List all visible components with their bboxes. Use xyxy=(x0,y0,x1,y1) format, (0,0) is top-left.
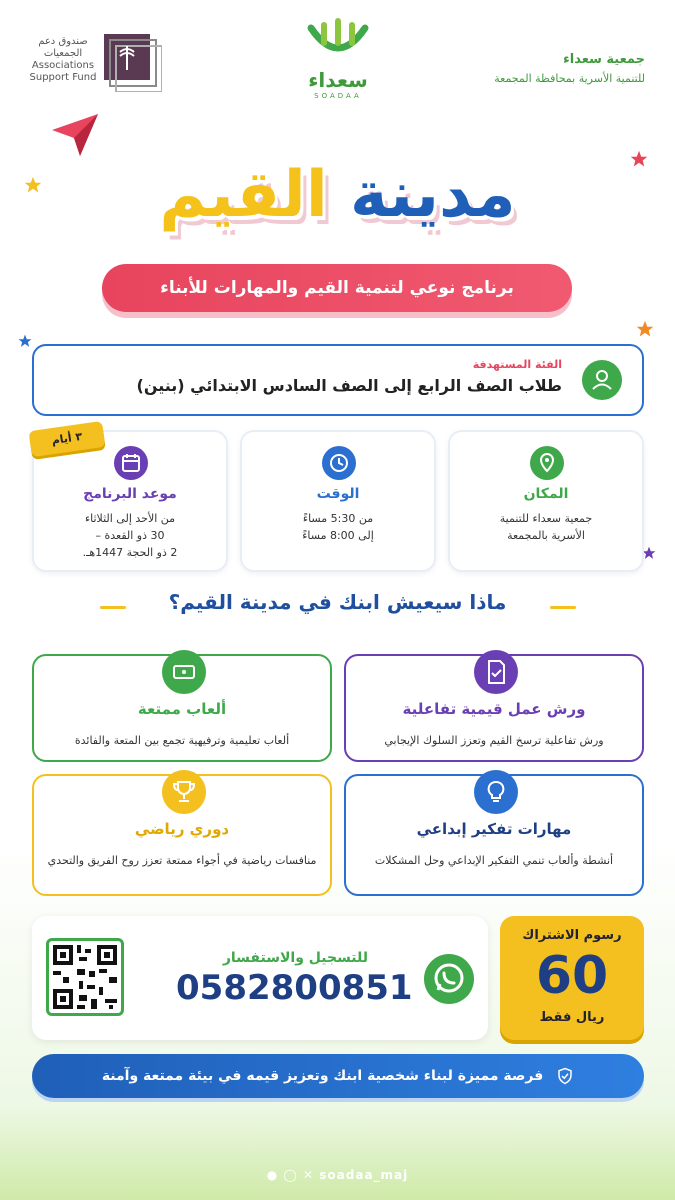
date-line-3: 2 ذو الحجة 1447هـ. xyxy=(82,546,178,559)
contact-card xyxy=(32,916,488,1040)
whatsapp-icon[interactable] xyxy=(424,954,474,1004)
section-heading: ماذا سيعيش ابنك في مدينة القيم؟ xyxy=(168,590,507,614)
date-line-1: من الأحد إلى الثلاثاء xyxy=(84,512,176,525)
days-badge: ٣ أيام xyxy=(29,421,106,457)
logo-text: سعداء xyxy=(308,68,368,92)
time-title: الوقت xyxy=(316,486,360,502)
feature-title: ألعاب ممتعة xyxy=(137,700,227,718)
location-pin-icon xyxy=(530,446,564,480)
fee-card xyxy=(500,916,644,1040)
ticket-icon xyxy=(162,650,206,694)
instagram-icon[interactable]: ◯ xyxy=(283,1168,298,1182)
title-word-values: القيم xyxy=(159,158,328,232)
subtitle-pill: برنامج نوعي لتنمية القيم والمهارات للأبناء xyxy=(102,264,572,312)
bottom-banner xyxy=(32,1054,644,1098)
place-line-1: جمعية سعداء للتنمية xyxy=(499,512,593,525)
social-handle[interactable]: soadaa_maj xyxy=(319,1168,409,1182)
bottom-banner-text: فرصة مميزة لبناء شخصية ابنك وتعزيز قيمه في بيئة ممتعة وآمنة xyxy=(101,1068,544,1084)
target-audience-card xyxy=(32,344,644,416)
calendar-icon xyxy=(114,446,148,480)
feature-desc: ورش تفاعلية ترسخ القيم وتعزز السلوك الإيجابي xyxy=(384,734,604,747)
fund-text: صندوق دعم الجمعيات Associations Support Fund xyxy=(29,36,97,83)
fee-unit: ريال فقط xyxy=(539,1010,605,1025)
fee-label: رسوم الاشتراك xyxy=(522,928,622,943)
feature-title: مهارات تفكير إبداعي xyxy=(416,820,572,838)
soadaa-logo xyxy=(295,18,381,114)
logo-mark-icon xyxy=(303,18,373,64)
feature-desc: ألعاب تعليمية وترفيهية تجمع بين المتعة والفائدة xyxy=(74,734,290,747)
feature-card-workshops xyxy=(344,654,644,762)
info-card-place xyxy=(448,430,644,572)
info-card-time xyxy=(240,430,436,572)
contact-label: للتسجيل والاستفسار xyxy=(222,950,368,966)
document-check-icon xyxy=(474,650,518,694)
page-title xyxy=(0,130,675,260)
feature-card-sports xyxy=(32,774,332,896)
star-decoration xyxy=(642,546,656,560)
place-line-2: الأسرية بالمجمعة xyxy=(507,529,585,542)
x-icon[interactable]: ✕ xyxy=(303,1168,315,1182)
clock-icon xyxy=(322,446,356,480)
star-decoration xyxy=(636,320,654,338)
fund-logo xyxy=(104,34,162,92)
feature-desc: منافسات رياضية في أجواء ممتعة تعزز روح الفريق والتحدي xyxy=(47,854,317,867)
place-title: المكان xyxy=(523,486,569,502)
org-subtitle: للتنمية الأسرية بمحافظة المجمعة xyxy=(494,72,645,85)
snapchat-icon[interactable]: ● xyxy=(266,1168,279,1182)
time-line-2: إلى 8:00 مساءً xyxy=(302,529,374,542)
feature-desc: أنشطة وألعاب تنمي التفكير الإبداعي وحل المشكلات xyxy=(374,854,614,867)
person-icon xyxy=(582,360,622,400)
trophy-icon xyxy=(162,770,206,814)
title-word-city: مدينة xyxy=(350,158,516,232)
date-title: موعد البرنامج xyxy=(83,486,177,502)
target-value: طلاب الصف الرابع إلى الصف السادس الابتدائي (بنين) xyxy=(136,376,562,395)
time-line-1: من 5:30 مساءً xyxy=(302,512,374,525)
feature-title: ورش عمل قيمية تفاعلية xyxy=(402,700,586,718)
date-line-2: 30 ذو القعدة – xyxy=(95,529,165,542)
logo-latin: SOADAA xyxy=(314,92,362,100)
phone-number[interactable]: 0582800851 xyxy=(176,968,413,1008)
feature-card-games xyxy=(32,654,332,762)
feature-title: دوري رياضي xyxy=(134,820,230,838)
star-decoration xyxy=(18,334,32,348)
feature-card-creative-thinking xyxy=(344,774,644,896)
fee-value: 60 xyxy=(535,946,609,1006)
target-label: الفئة المستهدفة xyxy=(472,358,562,371)
lightbulb-icon xyxy=(474,770,518,814)
social-footer xyxy=(0,1168,675,1182)
org-name: جمعية سعداء xyxy=(563,52,645,67)
shield-icon xyxy=(556,1067,574,1085)
qr-code[interactable] xyxy=(46,938,124,1016)
